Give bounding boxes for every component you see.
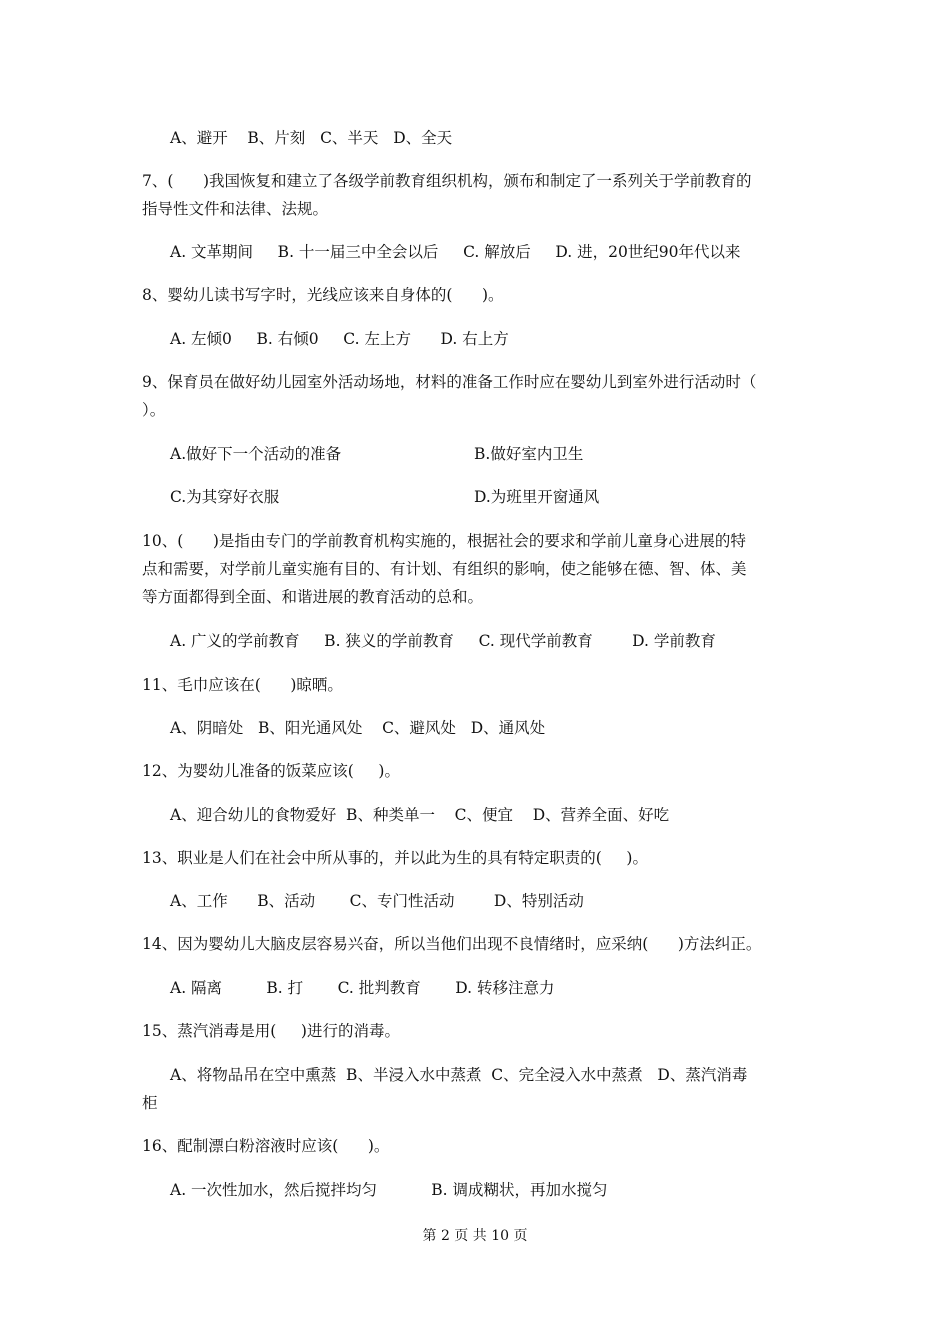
answer-options: A. 广义的学前教育 B. 狭义的学前教育 C. 现代学前教育 D. 学前教育 [170,632,716,650]
question-text: 8、婴幼儿读书写字时，光线应该来自身体的( )。 [142,286,504,304]
question-text-continued: 指导性文件和法律、法规。 [142,200,329,218]
question-text: 9、保育员在做好幼儿园室外活动场地，材料的准备工作时应在婴幼儿到室外进行活动时（ [142,373,757,391]
question-text: 15、蒸汽消毒是用( )进行的消毒。 [142,1022,400,1040]
question-text-continued: 等方面都得到全面、和谐进展的教育活动的总和。 [142,588,484,606]
question-text-continued: 柜 [142,1094,158,1112]
answer-option: A.做好下一个活动的准备 [170,445,342,463]
answer-options: A. 文革期间 B. 十一届三中全会以后 C. 解放后 D. 进，20世纪90年代以来 [170,243,741,261]
answer-options: A、将物品吊在空中熏蒸 B、半浸入水中蒸煮 C、完全浸入水中蒸煮 D、蒸汽消毒 [170,1066,748,1084]
answer-options: A、工作 B、活动 C、专门性活动 D、特别活动 [170,892,584,910]
answer-options: A. 左倾0 B. 右倾0 C. 左上方 D. 右上方 [170,330,509,348]
question-text: 14、因为婴幼儿大脑皮层容易兴奋，所以当他们出现不良情绪时，应采纳( )方法纠正。 [142,935,762,953]
question-text: 7、( )我国恢复和建立了各级学前教育组织机构，颁布和制定了一系列关于学前教育的 [142,172,752,190]
answer-option: C.为其穿好衣服 [170,488,280,506]
question-text: 13、职业是人们在社会中所从事的，并以此为生的具有特定职责的( )。 [142,849,648,867]
question-text: 16、配制漂白粉溶液时应该( )。 [142,1137,390,1155]
answer-options: A. 隔离 B. 打 C. 批判教育 D. 转移注意力 [170,979,555,997]
answer-option: B.做好室内卫生 [474,445,584,463]
question-text: 11、毛巾应该在( )晾晒。 [142,676,343,694]
question-text-continued: 点和需要，对学前儿童实施有目的、有计划、有组织的影响，使之能够在德、智、体、美 [142,560,747,578]
question-text: 12、为婴幼儿准备的饭菜应该( )。 [142,762,400,780]
question-text: 10、( )是指由专门的学前教育机构实施的，根据社会的要求和学前儿童身心进展的特 [142,532,746,550]
answer-options: A、避开 B、片刻 C、半天 D、全天 [170,129,453,147]
answer-options: A、迎合幼儿的食物爱好 B、种类单一 C、便宜 D、营养全面、好吃 [170,806,670,824]
answer-option: D.为班里开窗通风 [474,488,600,506]
question-text-continued: ）。 [142,401,166,419]
answer-options: A、阴暗处 B、阳光通风处 C、避风处 D、通风处 [170,719,546,737]
answer-options: A. 一次性加水，然后搅拌均匀 B. 调成糊状，再加水搅匀 [170,1181,608,1199]
page-footer: 第 2 页 共 10 页 [422,1228,528,1244]
